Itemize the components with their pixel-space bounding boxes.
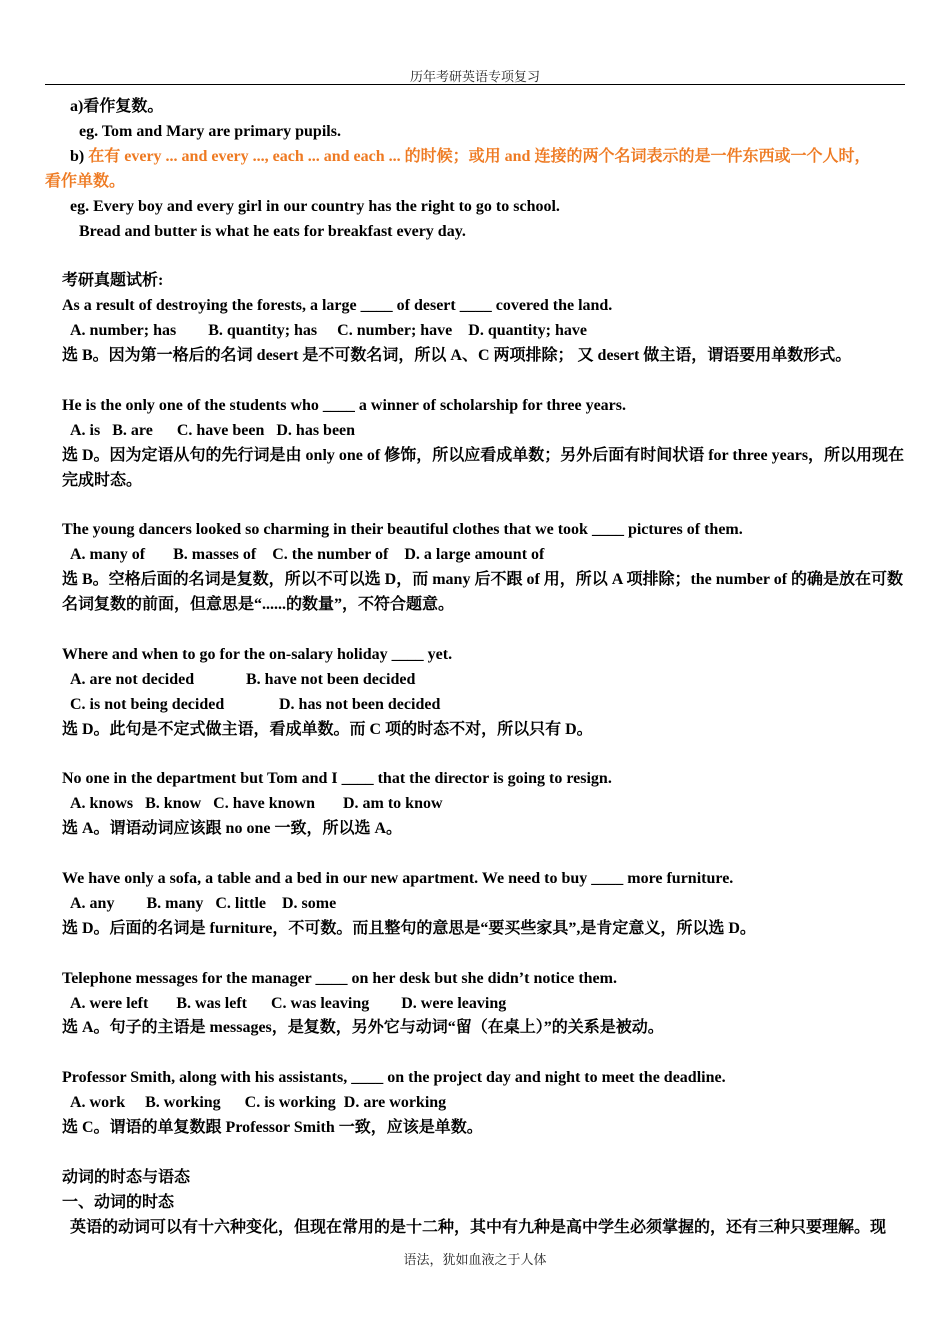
answer-explanation: 选 C。谓语的单复数跟 Professor Smith 一致，应该是单数。	[62, 1119, 483, 1137]
rule-b-text: 在有 every ... and every ..., each ... and each ... 的时候；或用 and 连接的两个名词表示的是一件东西或一个人时，	[88, 147, 871, 165]
rule-a-heading: a)看作复数。	[70, 98, 164, 115]
question-options	[45, 693, 907, 718]
blank-line	[45, 618, 907, 643]
section-heading: 考研真题试析:	[62, 272, 164, 290]
blank-line	[45, 369, 907, 394]
question-stem: No one in the department but Tom and I ____ that the director is going to resign.	[62, 770, 612, 788]
section-heading: 一、动词的时态	[62, 1193, 175, 1211]
question-stem: We have only a sofa, a table and a bed in our new apartment. We need to buy ____ more furniture.	[62, 870, 734, 887]
question-options: A. number; has B. quantity; has C. number; have D. quantity; have	[70, 322, 587, 340]
rule-b-continuation: 看作单数。	[45, 172, 126, 190]
question-options: A. any B. many C. little D. some	[70, 894, 337, 912]
blank-line	[45, 244, 907, 269]
question-options: A. knows B. know C. have known D. am to know	[70, 795, 443, 813]
blank-line	[45, 743, 907, 768]
question-stem: As a result of destroying the forests, a large ____ of desert ____ covered the land.	[62, 297, 613, 315]
example-line: Bread and butter is what he eats for breakfast every day.	[79, 222, 466, 240]
document-body	[45, 95, 907, 1241]
blank-line	[45, 942, 907, 967]
answer-explanation: 选 D。后面的名词是 furniture，不可数。而且整句的意思是“要买些家具”,是肯定意义，所以选 D。	[62, 919, 756, 937]
option-b: B. have not been decided	[246, 670, 416, 688]
question-stem: Telephone messages for the manager ____ on her desk but she didn’t notice them.	[62, 969, 617, 987]
question-stem: Professor Smith, along with his assistants, ____ on the project day and night to meet the deadline.	[62, 1069, 726, 1087]
chapter-heading: 动词的时态与语态	[62, 1168, 191, 1186]
example-line: eg. Tom and Mary are primary pupils.	[79, 122, 341, 140]
question-options: A. were left B. was left C. was leaving D. were leaving	[70, 994, 507, 1012]
page-footer: 语法，犹如血液之于人体	[403, 1252, 547, 1267]
blank-line	[45, 1141, 907, 1166]
question-stem: He is the only one of the students who ____ a winner of scholarship for three years.	[62, 396, 626, 414]
blank-line	[45, 493, 907, 518]
question-options: A. is B. are C. have been D. has been	[70, 421, 356, 439]
option-d: D. has not been decided	[279, 695, 441, 713]
option-c: C. is not being decided	[70, 695, 225, 713]
answer-explanation: 选 A。谓语动词应该跟 no one 一致，所以选 A。	[62, 820, 403, 838]
rule-b-heading	[45, 145, 907, 170]
rule-b-label: b)	[70, 147, 89, 165]
blank-line	[45, 842, 907, 867]
answer-explanation: 选 A。句子的主语是 messages，是复数，另外它与动词“留（在桌上）”的关系是被动。	[62, 1019, 664, 1037]
question-stem: The young dancers looked so charming in their beautiful clothes that we took ____ pictures of them.	[62, 521, 743, 539]
answer-explanation: 选 B。空格后面的名词是复数，所以不可以选 D，而 many 后不跟 of 用，所以 A 项排除；the number of 的确是放在可数名词复数的前面，但意思是“......的数量”，不符合题意。	[62, 571, 904, 614]
question-options: A. many of B. masses of C. the number of D. a large amount of	[70, 546, 545, 564]
answer-explanation: 选 D。因为定语从句的先行词是由 only one of 修饰，所以应看成单数；另外后面有时间状语 for three years，所以用现在完成时态。	[62, 446, 905, 489]
question-options	[45, 668, 907, 693]
answer-explanation: 选 B。因为第一格后的名词 desert 是不可数名词，所以 A、C 两项排除； 又 desert 做主语，谓语要用单数形式。	[62, 347, 852, 365]
option-a: A. are not decided	[70, 670, 195, 688]
header-rule	[45, 84, 905, 85]
example-line: eg. Every boy and every girl in our country has the right to go to school.	[70, 197, 560, 215]
blank-line	[45, 1041, 907, 1066]
answer-explanation: 选 D。此句是不定式做主语，看成单数。而 C 项的时态不对，所以只有 D。	[62, 720, 593, 738]
question-options: A. work B. working C. is working D. are working	[70, 1094, 447, 1112]
page-header: 历年考研英语专项复习	[409, 69, 540, 84]
body-paragraph: 英语的动词可以有十六种变化，但现在常用的是十二种，其中有九种是高中学生必须掌握的，还有三种只要理解。现	[70, 1218, 887, 1236]
question-stem: Where and when to go for the on-salary holiday ____ yet.	[62, 645, 453, 663]
